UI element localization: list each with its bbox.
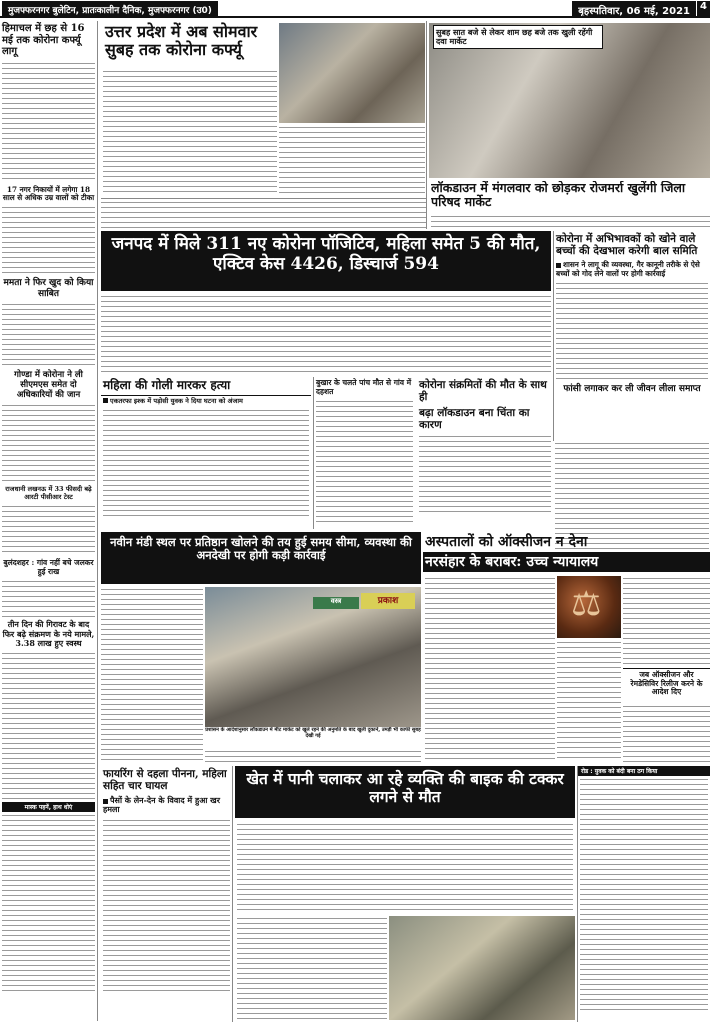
shooting-subhead-text: पैसों के लेन-देन के विवाद में हुआ खर हमला (103, 795, 220, 815)
market-subhead: सुबह सात बजे से लेकर शाम छह बजे तक खुली रहेंगी दवा मार्केट (436, 27, 593, 47)
left-column (0, 21, 98, 1021)
lead-story (101, 21, 426, 199)
lead-body-3 (101, 200, 426, 228)
left-headline-7: तीन दिन की गिरावट के बाद फिर बढ़े संक्रमण के नये मामले, 3.38 लाख हुए स्वस्थ (2, 619, 95, 648)
left-headline-1: हिमाचल में छह से 16 मई तक कोरोना कर्फ्यू लागू (2, 23, 85, 57)
accident-body (237, 822, 573, 914)
shooting-headline: फायरिंग से दहला पीनना, महिला सहित चार घायल (103, 768, 227, 793)
left-body-1 (2, 61, 95, 183)
accident-story (235, 766, 575, 1022)
shooting-subhead (101, 794, 232, 816)
gavel-photo (557, 576, 621, 638)
left-headline-2: 17 नगर निकायों में लगेगा 18 साल से अधिक उम्र वालों को टीका (2, 184, 95, 202)
murder-subhead (101, 396, 311, 407)
left-body-7 (2, 651, 95, 801)
lockdown-body (419, 434, 551, 514)
murder-subhead-text: एकतरफा इश्क में पड़ोसी युवक ने दिया घटना को अंजाम (110, 396, 243, 405)
gavel-icon: ⚖ (571, 584, 602, 624)
oxygen-headline-1: अस्पतालों को ऑक्सीजन न देना (425, 534, 588, 550)
lockdown-headline-1: कोरोना संक्रमितों की मौत के साथ ही (419, 379, 547, 404)
left-headline-6: बुलंदशहर : गांव नहीं बचे जलकर हुई राख (3, 558, 94, 576)
market-story (426, 21, 710, 229)
accident-body-2 (237, 916, 387, 1020)
left-body-4 (2, 403, 95, 483)
lead-body (103, 69, 277, 195)
mandi-photo (205, 587, 421, 727)
orphans-story (553, 231, 710, 441)
left-headline-3: ममता ने फिर खुद को किया साबित (3, 278, 94, 299)
remdesivir-headline: जब ऑक्सीजन और रेमडेसिविर रिलीज करने के आदेश दिए (623, 668, 710, 699)
left-body-2 (2, 205, 95, 275)
masthead (0, 0, 710, 18)
oxygen-body-3 (623, 576, 710, 666)
lead-body-2 (279, 125, 425, 197)
accident-headline: खेत में पानी चलाकर आ रहे व्यक्ति की बाइक की टक्कर लगने से मौत (235, 766, 575, 818)
orphans-subhead-text: शासन ने लागू की व्यवस्था, गैर कानूनी तरीके से ऐसे बच्चों को गोद लेने वालों पर होगी कार्रवाई (556, 260, 700, 278)
orphans-headline: कोरोना में अभिभावकों को खोने वाले बच्चों की देखभाल करेगी बाल समिति (556, 233, 698, 258)
orphans-subhead (554, 259, 710, 280)
left-headline-5: राजधानी लखनऊ में 33 फीसदी बढ़े आरटी पीसीआर टेस्ट (5, 485, 92, 501)
obit-headline: फांसी लगाकर कर ली जीवन लीला समाप्त (563, 383, 701, 394)
crime-story (577, 766, 710, 1022)
orphans-body (556, 281, 708, 381)
mandi-caption: प्रशासन के आदेशानुसार लॉकडाउन में मीट मार्केट को खुले रहने की अनुमति के बाद खुली दुकानें, उमड़ी भी काफी सुबह देखी गई (205, 727, 421, 747)
shop-sign-1: प्रकाश (361, 593, 415, 609)
mandi-body (101, 587, 203, 762)
crime-headline: रोड : युवक को बंदी बना ठग किया (578, 766, 710, 776)
murder-body (103, 408, 309, 518)
crime-body (580, 777, 708, 1013)
left-body-8 (2, 813, 95, 993)
shooting-body (103, 818, 230, 993)
banner-body (101, 294, 551, 374)
lead-headline: उत्तर प्रदेश में अब सोमवार सुबह तक कोरोना कर्फ्यू (105, 22, 258, 60)
fever-headline: बुखार के चलते पांच मौत से गांव में दहशत (316, 378, 412, 396)
oxygen-body (425, 576, 555, 762)
left-headline-4: गोण्डा में कोरोना ने ली सीएमएस समेत दो अधिकारियों की जान (14, 369, 83, 400)
banner-headline: जनपद में मिले 311 नए कोरोना पॉजिटिव, महिला समेत 5 की मौत, एक्टिव केस 4426, डिस्चार्ज 594 (101, 231, 551, 291)
fever-story (313, 377, 415, 529)
fever-body (316, 399, 413, 524)
mandi-headline: नवीन मंडी स्थल पर प्रतिष्ठान खोलने की तय हुई समय सीमा, व्यवस्था की अनदेखी पर होगी कड़ी कार्रवाई (101, 532, 421, 584)
shooting-story (101, 766, 233, 1022)
lockdown-headline-2: बढ़ा लॉकडाउन बना चिंता का कारण (419, 407, 530, 432)
left-body-5 (2, 504, 95, 556)
page-number: 4 (697, 1, 710, 16)
oxygen-story (423, 532, 710, 764)
oxygen-headline-2: नरसंहार के बराबर: उच्च न्यायालय (423, 552, 710, 572)
murder-story (101, 377, 311, 529)
remdesivir-body (623, 704, 710, 762)
left-body-3 (2, 302, 95, 368)
murder-headline: महिला की गोली मारकर हत्या (101, 377, 311, 396)
left-body-6 (2, 579, 95, 617)
lockdown-story (417, 377, 553, 529)
masthead-title: मुजफ्फरनगर बुलेटिन, प्रातःकालीन दैनिक, मुजफ्फरनगर (उ0) (2, 1, 218, 18)
accident-photo (389, 916, 575, 1020)
market-subhead-box (433, 25, 603, 49)
left-headline-8: मास्क पहनें, हाथ धोएं (2, 802, 95, 812)
oxygen-body-2 (557, 640, 621, 762)
market-body (431, 214, 710, 228)
mandi-body-2 (205, 749, 421, 762)
lead-photo (279, 23, 425, 123)
masthead-date: बृहस्पतिवार, 06 मई, 2021 (572, 1, 696, 18)
shop-sign-2: वस्त्र (313, 597, 359, 609)
market-headline: लॉकडाउन में मंगलवार को छोड़कर रोजमर्रा खुलेंगी जिला परिषद मार्केट (431, 181, 686, 210)
